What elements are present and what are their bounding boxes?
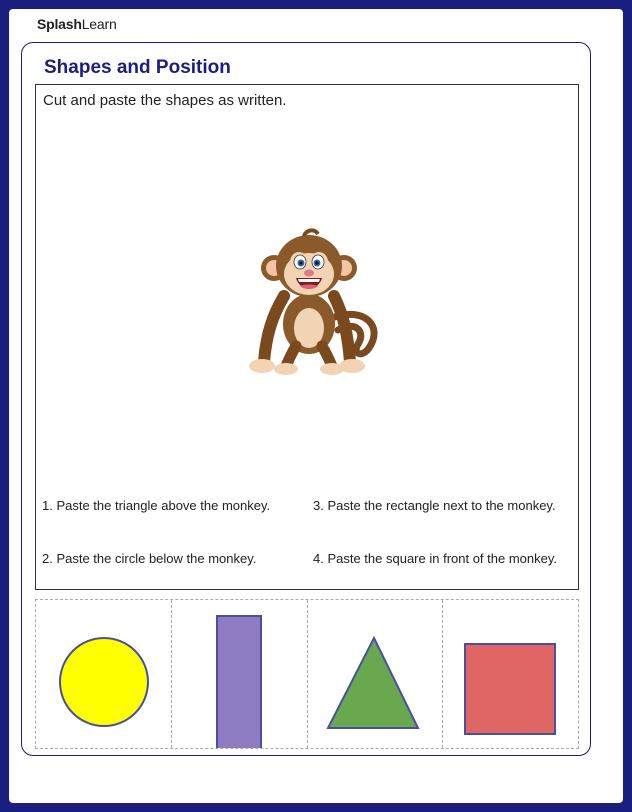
brand-logo (37, 16, 117, 32)
cutout-shape-circle[interactable] (36, 600, 172, 748)
triangle-shape (328, 638, 418, 728)
step-3-text: 3. Paste the rectangle next to the monkey. (313, 498, 556, 513)
cutout-cell-triangle (308, 600, 444, 748)
rectangle-shape (217, 616, 261, 748)
cutout-strip (35, 599, 579, 749)
monkey-illustration (234, 226, 384, 376)
step-4-text: 4. Paste the square in front of the monkey. (313, 551, 558, 566)
cutout-cell-circle (36, 600, 172, 748)
cutout-cell-rectangle (172, 600, 308, 748)
instruction-text: Cut and paste the shapes as written. (43, 92, 287, 109)
cutout-shape-rectangle[interactable] (172, 600, 308, 748)
square-shape (465, 644, 555, 734)
worksheet-title: Shapes and Position (44, 57, 231, 78)
cutout-cell-square (443, 600, 578, 748)
cutout-shape-triangle[interactable] (308, 600, 444, 748)
brand-logo-bold: Splash (37, 16, 82, 32)
step-1-text: 1. Paste the triangle above the monkey. (42, 498, 271, 513)
brand-logo-regular: Learn (81, 16, 117, 32)
step-2-text: 2. Paste the circle below the monkey. (42, 551, 257, 566)
cutout-shape-square[interactable] (443, 600, 579, 748)
circle-shape (60, 638, 148, 726)
